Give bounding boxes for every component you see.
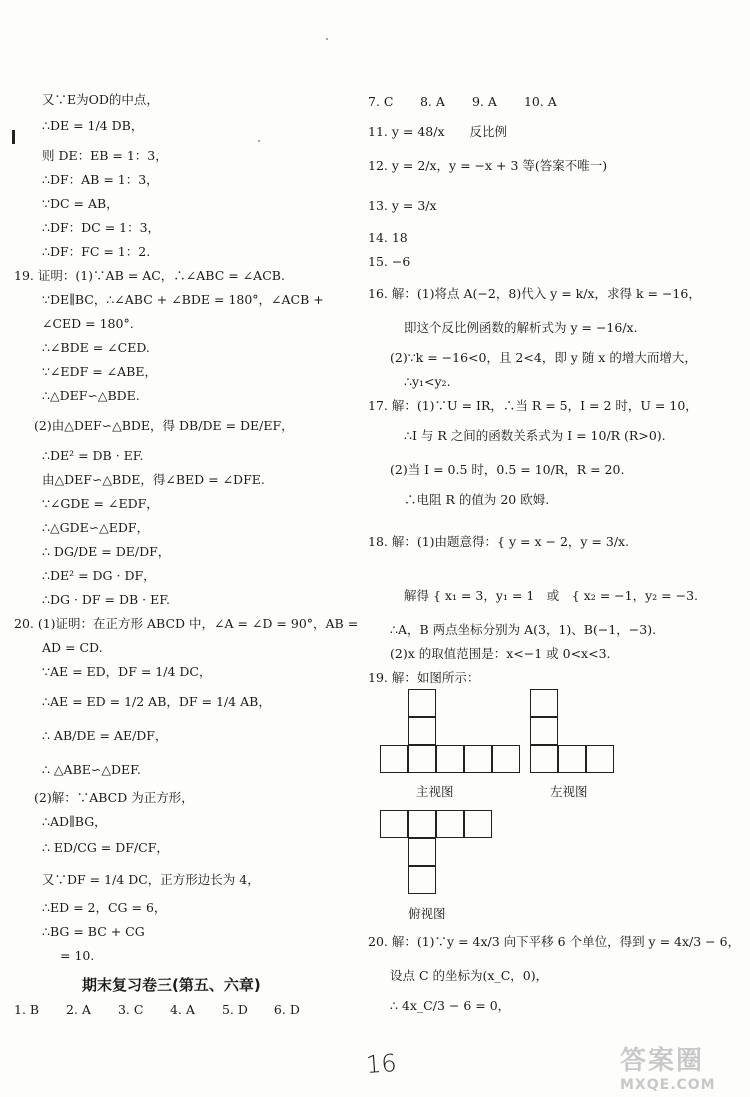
left-line: ∠CED = 180°. (42, 316, 134, 331)
mc-answers (14, 1002, 322, 1017)
scan-speck (258, 140, 260, 142)
right-line: 12. y = 2/x，y = −x + 3 等(答案不唯一) (368, 158, 608, 173)
right-line: 18. 解：(1)由题意得：{ y = x − 2，y = 3/x. (368, 534, 630, 549)
cube-cell (586, 745, 614, 773)
right-line: 解得 { x₁ = 3，y₁ = 1 或 { x₂ = −1，y₂ = −3. (404, 588, 699, 603)
left-line: ∴DE² = DG · DF， (42, 568, 156, 583)
left-line: ∵∠GDE = ∠EDF， (42, 496, 159, 511)
left-line: ∴DF：AB = 1：3， (42, 172, 159, 187)
mc-answer: 3. C (117, 1002, 144, 1017)
watermark-text: 答案圈 (620, 1046, 705, 1076)
right-line: 11. y = 48/x 反比例 (368, 124, 508, 139)
right-line: 17. 解：(1)∵U = IR，∴当 R = 5，I = 2 时，U = 10， (368, 398, 698, 413)
right-line: 16. 解：(1)将点 A(−2，8)代入 y = k/x，求得 k = −16， (368, 286, 701, 301)
mc-answer: 5. D (221, 1002, 248, 1017)
cube-cell (464, 745, 492, 773)
cube-cell (530, 745, 558, 773)
mc-answer: 4. A (169, 1002, 195, 1017)
left-line: ∴AE = ED = 1/2 AB，DF = 1/4 AB， (42, 694, 271, 709)
left-line: ∴DG · DF = DB · EF. (42, 592, 170, 607)
left-line: AD = CD. (42, 640, 103, 655)
left-line: ∴△DEF∽△BDE. (42, 388, 140, 403)
left-view-figure (530, 689, 620, 775)
front-view-label: 主视图 (416, 784, 454, 799)
cube-cell (558, 745, 586, 773)
left-line: ∴AD∥BG， (42, 814, 107, 829)
cube-cell (380, 810, 408, 838)
right-line: ∴y₁<y₂. (404, 374, 451, 389)
cube-cell (436, 745, 464, 773)
scan-speck (326, 38, 328, 40)
left-line: ∴DF：DC = 1：3， (42, 220, 161, 235)
right-answers-top (368, 94, 572, 109)
cube-cell (530, 717, 558, 745)
left-line: 20. (1)证明：在正方形 ABCD 中，∠A = ∠D = 90°，AB = (14, 616, 359, 631)
left-line: ∴ DG/DE = DE/DF， (42, 544, 171, 559)
left-line: ∴ △ABE∽△DEF. (42, 762, 141, 777)
right-line: 15. −6 (368, 254, 411, 269)
left-line: (2)由△DEF∽△BDE，得 DB/DE = DE/EF， (34, 418, 294, 433)
left-line: ∴DE² = DB · EF. (42, 448, 144, 463)
right-line: 设点 C 的坐标为(x_C，0)， (390, 968, 549, 983)
left-line: (2)解：∵ABCD 为正方形， (34, 790, 194, 805)
left-view-label: 左视图 (550, 784, 588, 799)
watermark-url: MXQE.COM (620, 1077, 716, 1093)
right-line: 20. 解：(1)∵y = 4x/3 向下平移 6 个单位，得到 y = 4x/3 − 6， (368, 934, 741, 949)
mc-answer: 2. A (65, 1002, 91, 1017)
cube-cell (380, 745, 408, 773)
cube-cell (408, 689, 436, 717)
binder-mark (12, 130, 15, 144)
cube-cell (436, 810, 464, 838)
left-line: 19. 证明：(1)∵AB = AC，∴∠ABC = ∠ACB. (14, 268, 285, 283)
right-line: ∴ 4x_C/3 − 6 = 0， (390, 998, 511, 1013)
section-title: 期末复习卷三(第五、六章) (82, 976, 261, 994)
left-line: 又∵DF = 1/4 DC，正方形边长为 4， (42, 872, 260, 887)
mc-answer: 8. A (419, 94, 445, 109)
mc-answer: 10. A (523, 94, 557, 109)
right-line: 19. 解：如图所示： (368, 670, 480, 685)
left-line: = 10. (60, 948, 95, 963)
mc-answer: 1. B (14, 1002, 40, 1017)
left-line: ∴∠BDE = ∠CED. (42, 340, 150, 355)
right-line: 13. y = 3/x (368, 198, 437, 213)
left-line: ∴DE = 1/4 DB， (42, 118, 144, 133)
left-line: ∵∠EDF = ∠ABE， (42, 364, 157, 379)
mc-answer: 7. C (368, 94, 394, 109)
cube-cell (408, 810, 436, 838)
left-line: ∴ ED/CG = DF/CF， (42, 840, 169, 855)
right-line: 即这个反比例函数的解析式为 y = −16/x. (404, 320, 638, 335)
cube-cell (408, 866, 436, 894)
left-line: ∴ AB/DE = AE/DF， (42, 728, 168, 743)
left-line: 又∵E为OD的中点， (42, 92, 159, 107)
cube-cell (464, 810, 492, 838)
watermark (620, 1040, 745, 1092)
left-line: ∴ED = 2，CG = 6， (42, 900, 167, 915)
cube-cell (408, 717, 436, 745)
right-line: ∴A，B 两点坐标分别为 A(3，1)、B(−1，−3). (390, 622, 657, 637)
left-line: ∵DC = AB， (42, 196, 119, 211)
left-line: 则 DE：EB = 1：3， (42, 148, 168, 163)
right-line: (2)当 I = 0.5 时，0.5 = 10/R，R = 20. (390, 462, 625, 477)
front-view-figure (380, 689, 520, 775)
cube-cell (408, 745, 436, 773)
cube-cell (530, 689, 558, 717)
mc-answer: 9. A (471, 94, 497, 109)
right-line: ∴I 与 R 之间的函数关系式为 I = 10/R (R>0). (404, 428, 666, 443)
mc-answer: 6. D (273, 1002, 300, 1017)
top-view-figure (380, 810, 520, 896)
cube-cell (492, 745, 520, 773)
page-number: 16 (365, 1048, 398, 1080)
right-line: ∴电阻 R 的值为 20 欧姆. (404, 492, 550, 507)
cube-cell (408, 838, 436, 866)
left-line: ∴△GDE∽△EDF， (42, 520, 150, 535)
left-line: ∴DF：FC = 1：2. (42, 244, 151, 259)
right-line: (2)x 的取值范围是：x<−1 或 0<x<3. (390, 646, 611, 661)
left-line: 由△DEF∽△BDE，得∠BED = ∠DFE. (42, 472, 265, 487)
right-line: 14. 18 (368, 230, 408, 245)
left-line: ∴BG = BC + CG (42, 924, 145, 939)
left-line: ∵AE = ED，DF = 1/4 DC， (42, 664, 212, 679)
left-line: ∵DE∥BC，∴∠ABC + ∠BDE = 180°，∠ACB + (42, 292, 324, 307)
top-view-label: 俯视图 (408, 906, 446, 921)
right-line: (2)∵k = −16<0，且 2<4，即 y 随 x 的增大而增大， (390, 350, 697, 365)
